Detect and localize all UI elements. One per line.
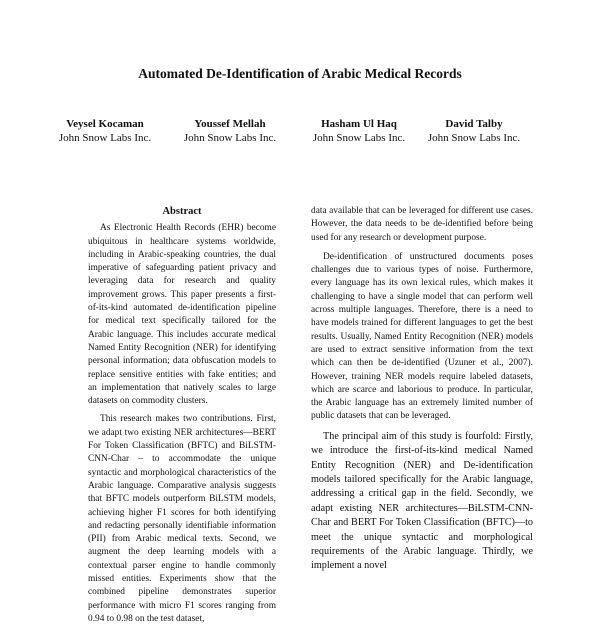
abstract-paragraph: As Electronic Health Records (EHR) become ubiquitous in healthcare systems worldwide, including in Arabic-speaking countries, the dual imperative of safeguarding patient privacy and leveraging data for research and quality improvement grows. This paper presents a first-of-its-kind automated de-identification pipeline for medical text specifically tailored for the Arabic language. This includes accurate medical Named Entity Recognition (NER) for identifying personal information; data obfuscation models to replace sensitive entities with fake entities; and an implementation that natively scales to large datasets on commodity clusters. xyxy=(88,223,276,407)
author-name: Veysel Kocaman xyxy=(66,118,144,130)
abstract-heading: Abstract xyxy=(162,206,202,217)
abstract-paragraph: This research makes two contributions. First, we adapt two existing NER architectures—BERT For Token Classification (BFTC) and BiLSTM-CNN-Char – to accommodate the unique syntactic and morphological characteristics of the Arabic language. Comparative analysis suggests that BFTC models outperform BiLSTM models, achieving higher F1 scores for both identifying and redacting personally identifiable information (PII) from Arabic medical texts. Second, we augment the deep learning models with a contextual parser engine to handle commonly missed entities. Experiments show that the combined pipeline demonstrates superior performance with micro F1 scores ranging from 0.94 to 0.98 on the test dataset, xyxy=(88,414,276,624)
author-name: David Talby xyxy=(445,118,503,130)
author-block xyxy=(45,117,165,145)
body-paragraph: data available that can be leveraged for different use cases. However, the data needs to be de-identified before being used for any research or development purpose. xyxy=(311,206,533,243)
author-affiliation: John Snow Labs Inc. xyxy=(427,132,521,144)
author-affiliation: John Snow Labs Inc. xyxy=(183,132,277,144)
author-name: Hasham Ul Haq xyxy=(321,118,397,130)
abstract-column xyxy=(88,205,276,631)
body-column xyxy=(311,205,533,580)
paper-title: Automated De-Identification of Arabic Medical Records xyxy=(138,66,462,81)
author-block xyxy=(299,117,419,145)
author-list xyxy=(0,117,600,151)
author-affiliation: John Snow Labs Inc. xyxy=(58,132,152,144)
body-paragraph: The principal aim of this study is fourfold: Firstly, we introduce the first-of-its-kind medical Named Entity Recognition (NER) and De-identification models tailored specifically for the Arabic language, addressing a critical gap in the field. Secondly, we adapt existing NER architectures—BiLSTM-CNN-Char and BERT For Token Classification (BFTC)—to meet the unique syntactic and morphological requirements of the Arabic language. Thirdly, we implement a novel xyxy=(311,430,533,572)
author-block xyxy=(414,117,534,145)
author-affiliation: John Snow Labs Inc. xyxy=(312,132,406,144)
author-block xyxy=(170,117,290,145)
author-name: Youssef Mellah xyxy=(194,118,266,130)
body-paragraph: De-identification of unstructured documents poses challenges due to various types of noise. Furthermore, every language has its own lexical rules, which makes it challenging to have a single model that can perform well across multiple languages. Therefore, there is a need to have models trained for different languages to get the best results. Usually, Named Entity Recognition (NER) models are used to extract sensitive information from the text which can then be de-identified (Uzuner et al., 2007). However, training NER models require labeled datasets, which are scarce and laborious to produce. In particular, the Arabic language has an extremely limited number of public datasets that can be leveraged. xyxy=(311,251,533,422)
